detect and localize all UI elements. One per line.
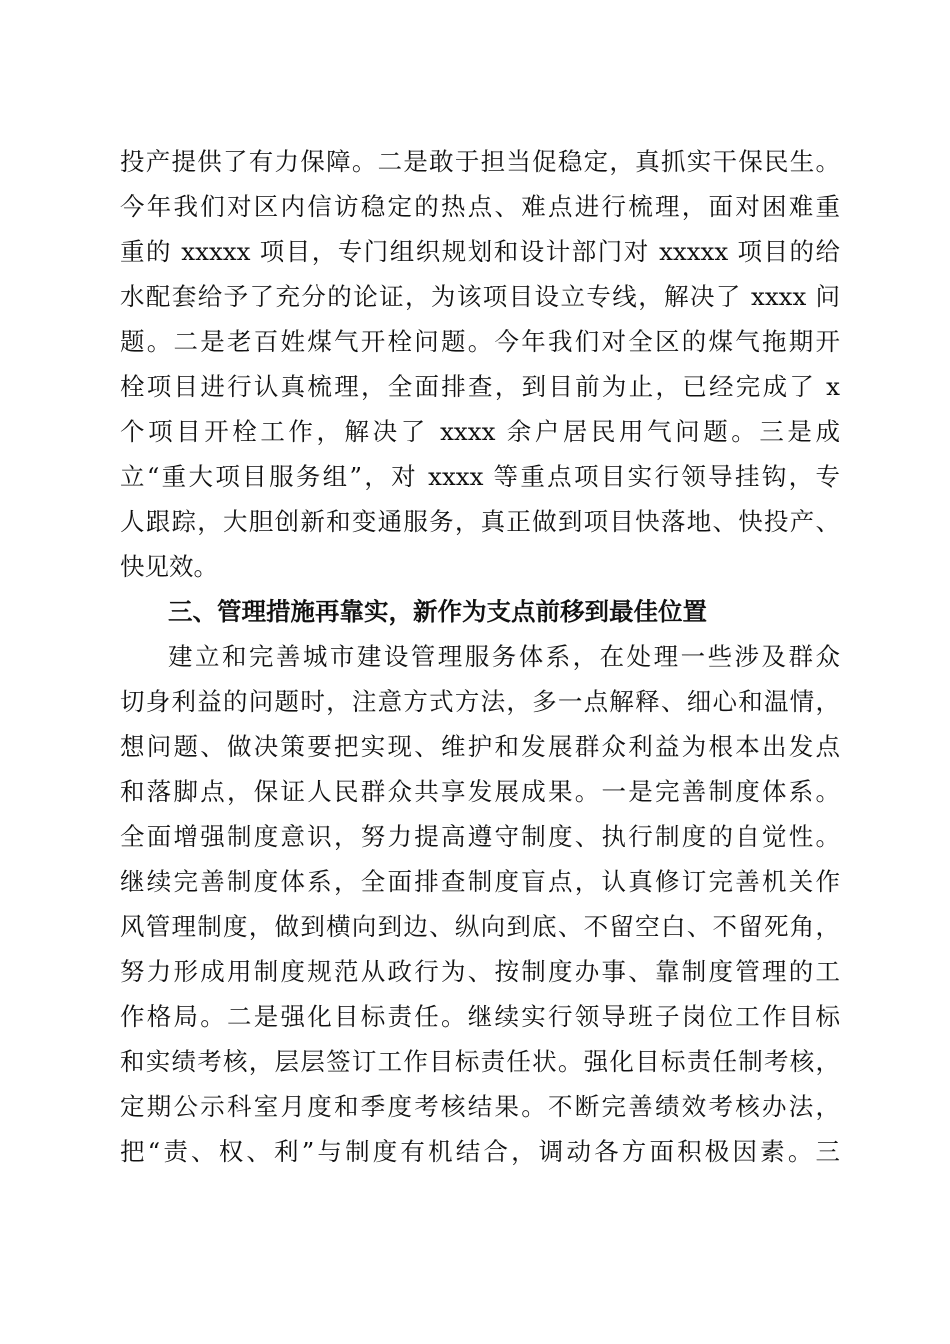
paragraph-line: 立“重大项目服务组”，对 xxxx 等重点项目实行领导挂钩，专 (120, 462, 840, 491)
paragraph-line: 把“责、权、利”与制度有机结合，调动各方面积极因素。三 (120, 1137, 840, 1166)
paragraph-line: 作格局。二是强化目标责任。继续实行领导班子岗位工作目标 (120, 1002, 840, 1031)
paragraph-line: 和实绩考核，层层签订工作目标责任状。强化目标责任制考核， (120, 1047, 840, 1076)
paragraph-line: 努力形成用制度规范从政行为、按制度办事、靠制度管理的工 (120, 957, 840, 986)
paragraph-line: 重的 xxxxx 项目，专门组织规划和设计部门对 xxxxx 项目的给 (120, 237, 840, 266)
paragraph-line: 栓项目进行认真梳理，全面排查，到目前为止，已经完成了 x (120, 372, 840, 401)
paragraph-line: 个项目开栓工作，解决了 xxxx 余户居民用气问题。三是成 (120, 417, 840, 446)
paragraph-line: 今年我们对区内信访稳定的热点、难点进行梳理，面对困难重 (120, 192, 840, 221)
paragraph-line-last: 快见效。 (120, 552, 218, 581)
paragraph-line: 切身利益的问题时，注意方式方法，多一点解释、细心和温情， (120, 687, 840, 716)
paragraph-line: 和落脚点，保证人民群众共享发展成果。一是完善制度体系。 (120, 777, 840, 806)
paragraph-line: 投产提供了有力保障。二是敢于担当促稳定，真抓实干保民生。 (120, 147, 840, 176)
paragraph-line: 定期公示科室月度和季度考核结果。不断完善绩效考核办法， (120, 1092, 840, 1121)
paragraph-first-line: 建立和完善城市建设管理服务体系，在处理一些涉及群众 (168, 642, 840, 671)
paragraph-line: 继续完善制度体系，全面排查制度盲点，认真修订完善机关作 (120, 867, 840, 896)
paragraph-line: 风管理制度，做到横向到边、纵向到底、不留空白、不留死角， (120, 912, 840, 941)
section-heading: 三、管理措施再靠实，新作为支点前移到最佳位置 (168, 597, 707, 626)
paragraph-line: 题。二是老百姓煤气开栓问题。今年我们对全区的煤气拖期开 (120, 327, 840, 356)
paragraph-line: 人跟踪，大胆创新和变通服务，真正做到项目快落地、快投产、 (120, 507, 840, 536)
paragraph-line: 全面增强制度意识，努力提高遵守制度、执行制度的自觉性。 (120, 822, 840, 851)
paragraph-line: 水配套给予了充分的论证，为该项目设立专线，解决了 xxxx 问 (120, 282, 840, 311)
paragraph-line: 想问题、做决策要把实现、维护和发展群众利益为根本出发点 (120, 732, 840, 761)
